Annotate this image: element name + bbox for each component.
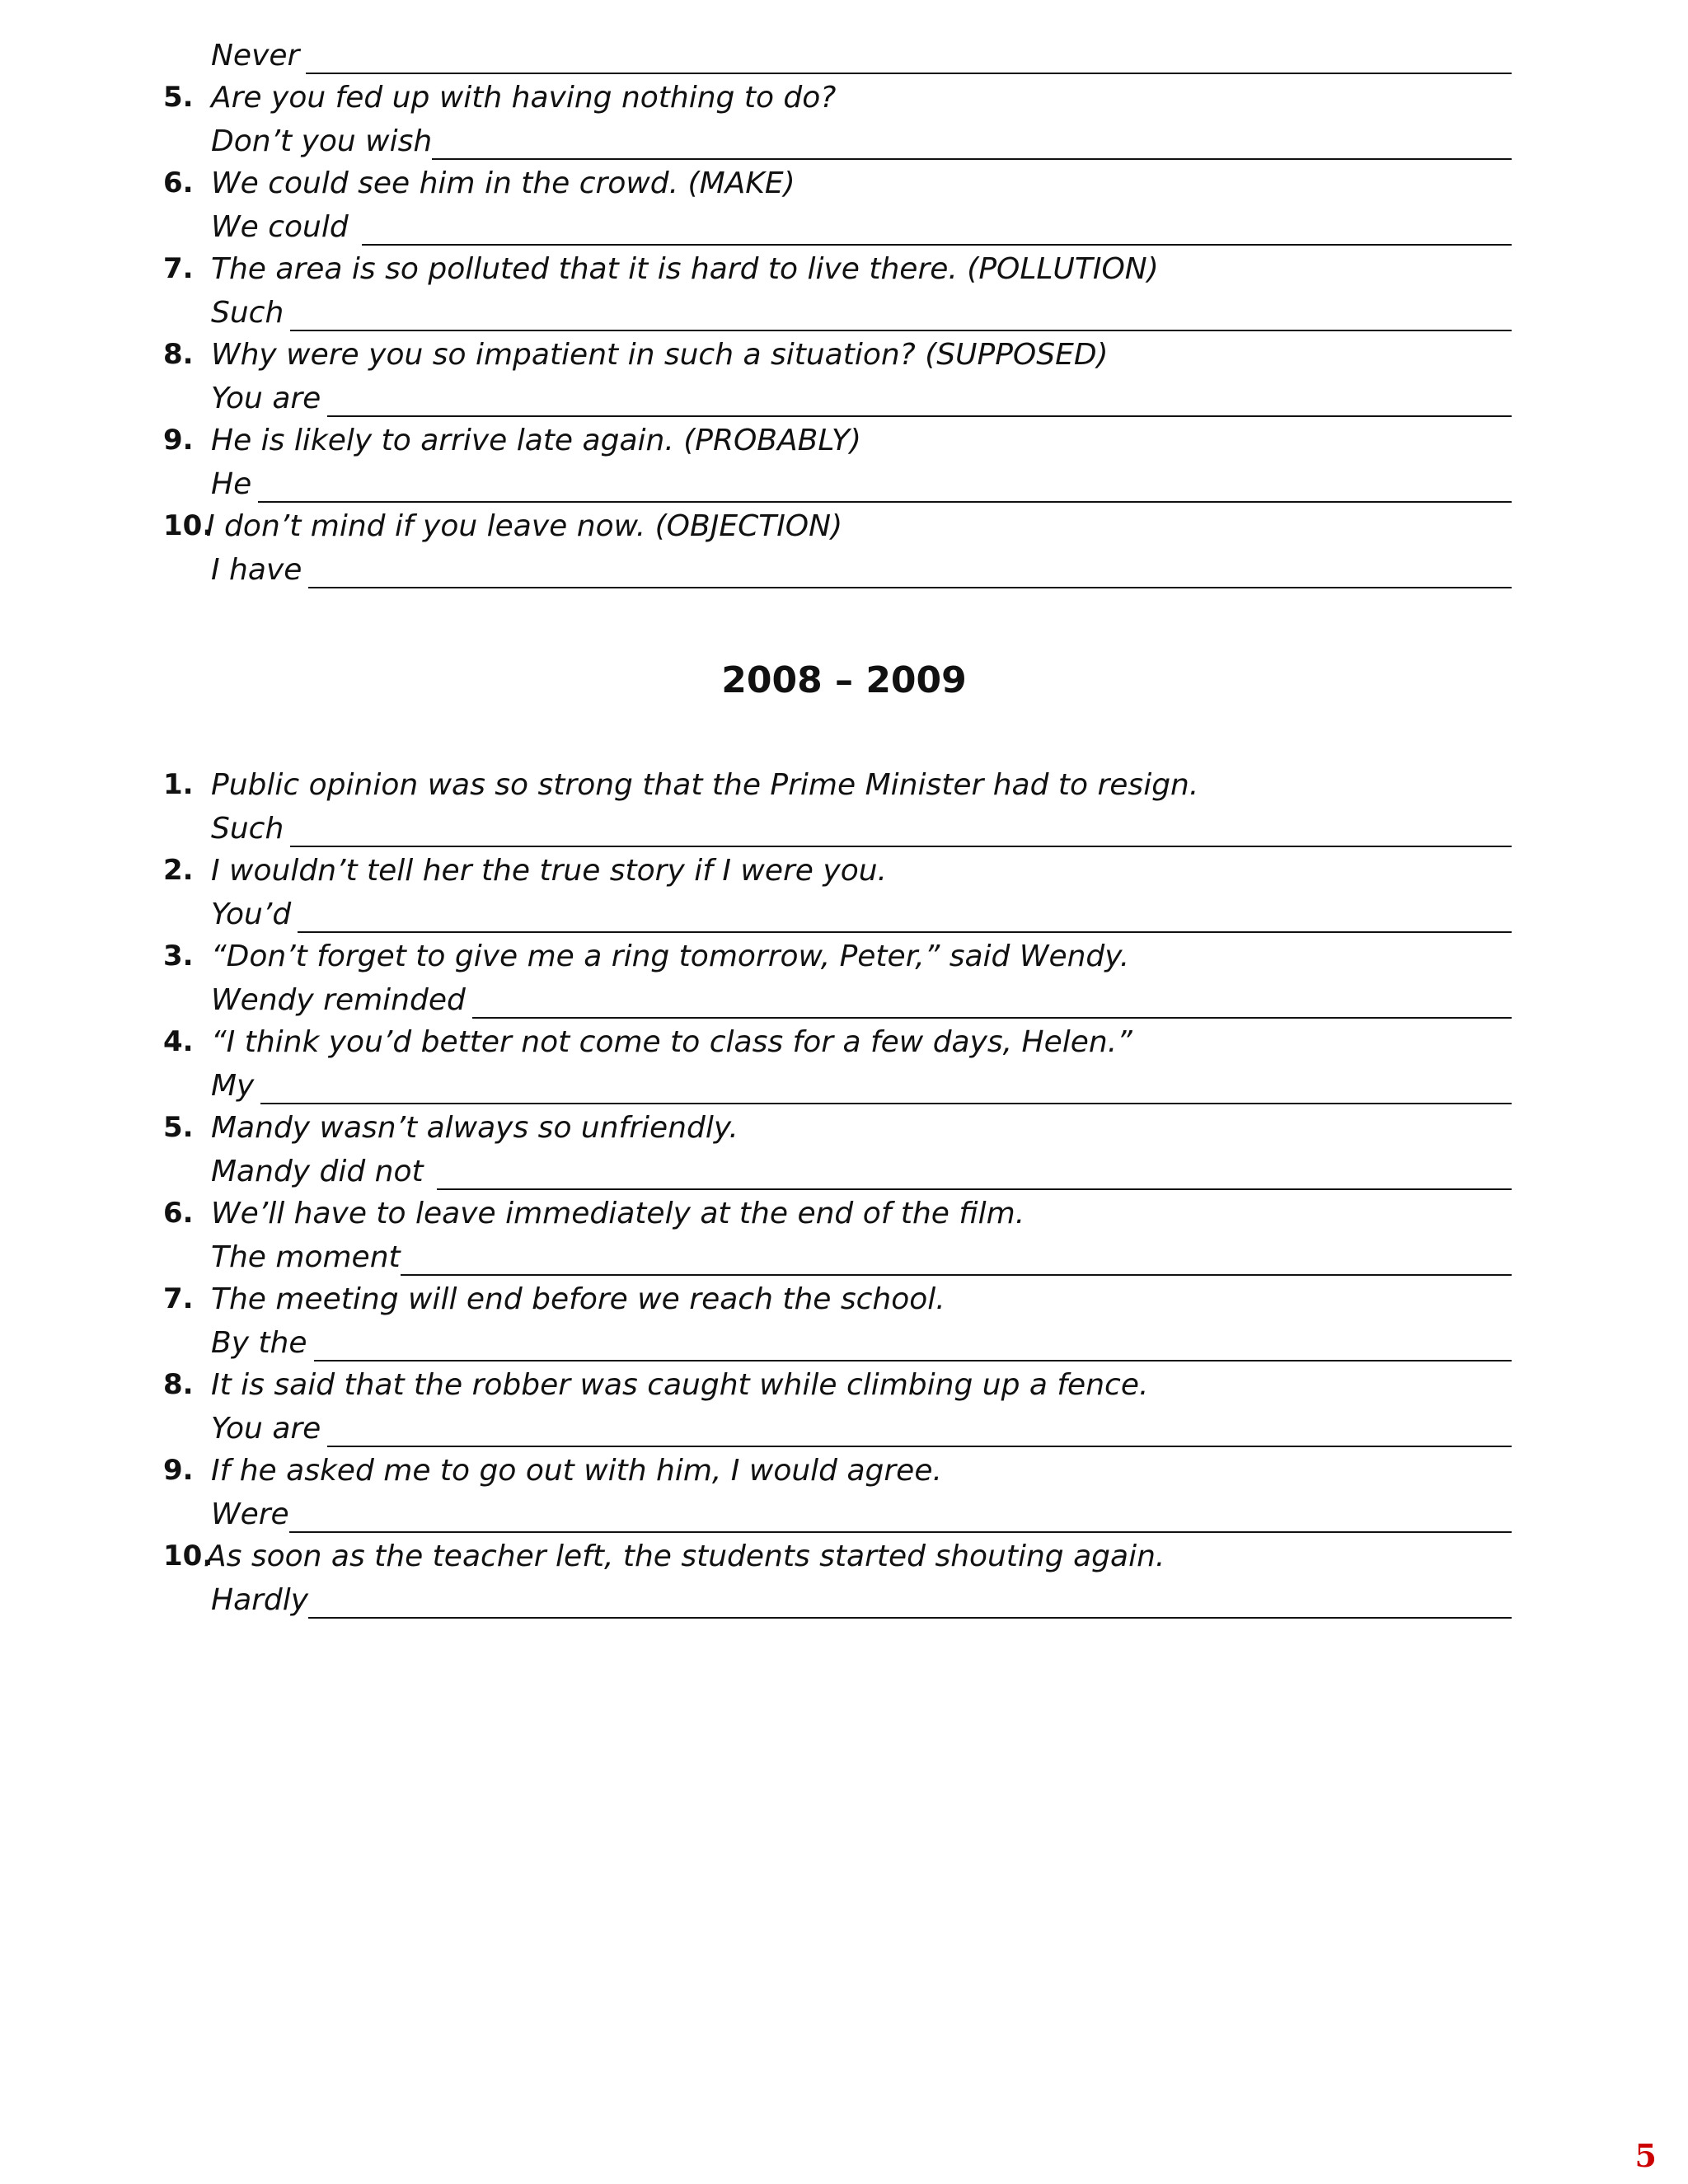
answer-stem: By the (211, 1326, 307, 1360)
prompt-row (0, 1279, 1688, 1322)
prompt-row (0, 765, 1688, 808)
item-number: 10. (163, 1540, 213, 1572)
answer-stem: I have (211, 553, 302, 587)
answer-line (211, 1497, 1512, 1533)
answer-stem: Don’t you wish (211, 124, 433, 158)
exercise-item (0, 420, 1688, 506)
answer-line (211, 811, 1512, 847)
answer-line (211, 295, 1512, 331)
answer-line (211, 982, 1512, 1019)
prompt-row (0, 1536, 1688, 1579)
answer-line (211, 381, 1512, 417)
item-sentence: We’ll have to leave immediately at the end of the film. (211, 1197, 1025, 1230)
answer-row (0, 292, 1688, 335)
item-sentence: As soon as the teacher left, the students started shouting again. (206, 1540, 1165, 1573)
prompt-row (0, 1193, 1688, 1236)
answer-blank[interactable] (437, 1155, 1512, 1190)
answer-blank[interactable] (308, 554, 1512, 588)
answer-stem: The moment (211, 1240, 401, 1274)
answer-line (211, 1411, 1512, 1447)
exercise-item (0, 765, 1688, 851)
answer-stem: You are (211, 1412, 321, 1446)
answer-row (0, 808, 1688, 851)
item-sentence: It is said that the robber was caught while climbing up a fence. (211, 1368, 1149, 1402)
exercise-item (0, 1279, 1688, 1365)
exercise-item (0, 163, 1688, 249)
answer-blank[interactable] (401, 1241, 1512, 1276)
answer-stem: Such (211, 296, 284, 330)
prompt-row (0, 1022, 1688, 1065)
answer-line (211, 38, 1512, 74)
answer-blank[interactable] (327, 382, 1512, 417)
item-number: 2. (163, 854, 194, 887)
answer-blank[interactable] (308, 1584, 1512, 1619)
answer-row (0, 463, 1688, 506)
answer-blank[interactable] (289, 1498, 1512, 1533)
item-number: 1. (163, 768, 194, 801)
item-number: 9. (163, 424, 194, 457)
answer-stem: He (211, 467, 252, 501)
answer-row (0, 1408, 1688, 1451)
item-number: 10. (163, 509, 213, 542)
exercise-item (0, 1451, 1688, 1536)
item-number: 3. (163, 940, 194, 972)
exercise-item (0, 1536, 1688, 1622)
prompt-row (0, 1365, 1688, 1408)
carry-over-answer (0, 35, 1688, 77)
exercise-item (0, 1022, 1688, 1108)
item-sentence: Are you fed up with having nothing to do? (211, 81, 837, 115)
answer-blank[interactable] (290, 297, 1512, 331)
answer-line (211, 1325, 1512, 1361)
prompt-row (0, 249, 1688, 292)
item-sentence: Why were you so impatient in such a situation? (SUPPOSED) (211, 338, 1109, 372)
prompt-row (0, 1108, 1688, 1151)
answer-stem: You’d (211, 898, 292, 931)
exercise-item (0, 1193, 1688, 1279)
item-number: 8. (163, 1368, 194, 1401)
exercise-item (0, 936, 1688, 1022)
exercise-item (0, 1108, 1688, 1193)
answer-stem: Mandy did not (211, 1155, 424, 1188)
answer-stem: My (211, 1069, 255, 1103)
answer-row (0, 549, 1688, 592)
item-sentence: The meeting will end before we reach the school. (211, 1282, 945, 1316)
answer-line (211, 897, 1512, 933)
answer-blank[interactable] (314, 1327, 1512, 1361)
item-sentence: The area is so polluted that it is hard to live there. (POLLUTION) (211, 252, 1159, 286)
answer-row (0, 377, 1688, 420)
exercise-section-2 (0, 765, 1688, 1622)
answer-stem: Never (211, 39, 300, 73)
answer-line (211, 1154, 1512, 1190)
item-sentence: Public opinion was so strong that the Prime Minister had to resign. (211, 768, 1199, 802)
prompt-row (0, 506, 1688, 549)
answer-row (0, 893, 1688, 936)
item-sentence: “Don’t forget to give me a ring tomorrow, Peter,” said Wendy. (211, 940, 1130, 973)
answer-stem: Wendy reminded (211, 983, 466, 1017)
answer-line (211, 1582, 1512, 1619)
prompt-row (0, 936, 1688, 979)
answer-line (211, 1240, 1512, 1276)
answer-blank[interactable] (258, 468, 1512, 503)
answer-row (0, 1322, 1688, 1365)
page-number: 5 (1634, 2137, 1657, 2174)
answer-stem: Such (211, 812, 284, 846)
item-number: 7. (163, 252, 194, 285)
item-sentence: He is likely to arrive late again. (PROBABLY) (211, 424, 861, 457)
answer-stem: Hardly (211, 1583, 309, 1617)
prompt-row (0, 77, 1688, 120)
item-sentence: Mandy wasn’t always so unfriendly. (211, 1111, 738, 1145)
prompt-row (0, 335, 1688, 377)
exercise-item (0, 1365, 1688, 1451)
exercise-item (0, 506, 1688, 592)
answer-blank[interactable] (306, 40, 1512, 74)
section-heading: 2008 – 2009 (721, 659, 967, 701)
item-number: 5. (163, 81, 194, 114)
prompt-row (0, 420, 1688, 463)
item-number: 5. (163, 1111, 194, 1144)
answer-row (0, 1065, 1688, 1108)
answer-line (211, 466, 1512, 503)
prompt-row (0, 851, 1688, 893)
answer-row (0, 1236, 1688, 1279)
exercise-item (0, 249, 1688, 335)
answer-blank[interactable] (472, 984, 1512, 1019)
answer-blank[interactable] (327, 1413, 1512, 1447)
item-number: 9. (163, 1454, 194, 1487)
exercise-item (0, 77, 1688, 163)
item-sentence: I wouldn’t tell her the true story if I were you. (211, 854, 887, 888)
item-sentence: I don’t mind if you leave now. (OBJECTION) (206, 509, 843, 543)
answer-line (211, 209, 1512, 246)
answer-stem: Were (211, 1497, 289, 1531)
item-number: 6. (163, 1197, 194, 1230)
item-number: 6. (163, 166, 194, 199)
prompt-row (0, 1451, 1688, 1493)
item-number: 8. (163, 338, 194, 371)
answer-row (0, 979, 1688, 1022)
item-sentence: We could see him in the crowd. (MAKE) (211, 166, 795, 200)
prompt-row (0, 163, 1688, 206)
answer-row (0, 1493, 1688, 1536)
answer-row (0, 206, 1688, 249)
answer-row (0, 120, 1688, 163)
answer-row (0, 1579, 1688, 1622)
item-number: 7. (163, 1282, 194, 1315)
exercise-item (0, 851, 1688, 936)
answer-row (0, 1151, 1688, 1193)
exercise-section-1 (0, 77, 1688, 592)
answer-line (211, 1068, 1512, 1104)
answer-blank[interactable] (260, 1070, 1512, 1104)
answer-blank[interactable] (432, 125, 1512, 160)
answer-stem: You are (211, 382, 321, 415)
answer-blank[interactable] (298, 898, 1512, 933)
item-number: 4. (163, 1025, 194, 1058)
item-sentence: “I think you’d better not come to class for a few days, Helen.” (211, 1025, 1132, 1059)
answer-blank[interactable] (362, 211, 1512, 246)
item-sentence: If he asked me to go out with him, I would agree. (211, 1454, 942, 1488)
answer-line (211, 552, 1512, 588)
answer-line (211, 124, 1512, 160)
answer-stem: We could (211, 210, 349, 244)
answer-blank[interactable] (290, 813, 1512, 847)
exercise-item (0, 335, 1688, 420)
